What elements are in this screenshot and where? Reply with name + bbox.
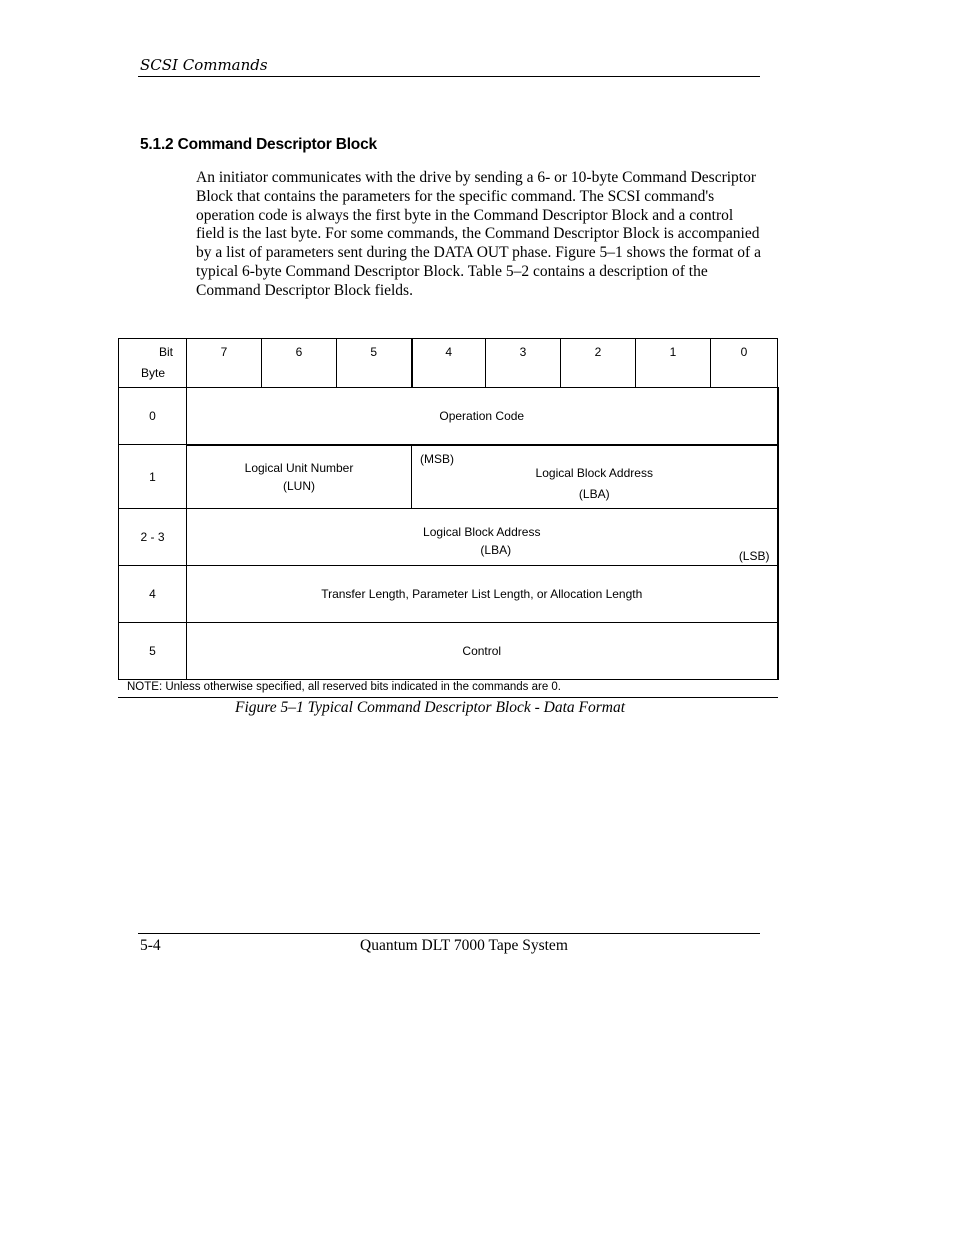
bit-7-header: 7 <box>187 339 262 388</box>
bit-1-header: 1 <box>636 339 711 388</box>
byte-5-row <box>119 623 778 680</box>
lba-field-lsb <box>187 509 778 566</box>
msb-marker: (MSB) <box>420 451 454 466</box>
byte-4-label: 4 <box>119 566 187 623</box>
byte-1-row <box>119 445 778 509</box>
footer-divider <box>138 933 760 934</box>
byte-0-label: 0 <box>119 388 187 445</box>
lba-field-msb <box>412 445 778 509</box>
bit-0-header: 0 <box>711 339 778 388</box>
lba-name-2: Logical Block Address <box>423 525 541 539</box>
lba-abbr-2: (LBA) <box>480 543 512 557</box>
bit-5-header: 5 <box>337 339 412 388</box>
note-divider <box>118 697 778 698</box>
lun-name: Logical Unit Number <box>244 460 354 475</box>
section-heading: 5.1.2 Command Descriptor Block <box>140 136 377 153</box>
running-header: SCSI Commands <box>140 56 268 74</box>
byte-0-row <box>119 388 778 445</box>
byte-label: Byte <box>141 366 166 380</box>
cdb-format-table <box>118 338 779 680</box>
lba-abbr: (LBA) <box>578 486 610 501</box>
control-field: Control <box>187 623 778 680</box>
operation-code-field: Operation Code <box>187 388 778 445</box>
byte-2-3-row <box>119 509 778 566</box>
bit-header-row <box>119 339 778 388</box>
lsb-marker: (LSB) <box>738 549 770 563</box>
byte-1-label: 1 <box>119 445 187 509</box>
transfer-length-field: Transfer Length, Parameter List Length, or Allocation Length <box>187 566 778 623</box>
bit-3-header: 3 <box>486 339 561 388</box>
figure-caption: Figure 5–1 Typical Command Descriptor Block - Data Format <box>235 699 626 716</box>
bit-2-header: 2 <box>561 339 636 388</box>
bit-label: Bit <box>158 345 173 359</box>
footer-title: Quantum DLT 7000 Tape System <box>360 937 568 954</box>
bit-4-header: 4 <box>412 339 486 388</box>
byte-4-row <box>119 566 778 623</box>
byte-5-label: 5 <box>119 623 187 680</box>
byte-2-3-label: 2 - 3 <box>119 509 187 566</box>
body-paragraph: An initiator communicates with the drive by sending a 6- or 10-byte Command Descriptor Block that contains the parameters for the specific command. The SCSI command's operation code is always the first byte in the Command Descriptor Block and a control field is the last byte. For some commands, the Command Descriptor Block is accompanied by a list of parameters sent during the DATA OUT phase. Figure 5–1 shows the format of a typical 6-byte Command Descriptor Block. Table 5–2 contains a description of the Command Descriptor Block fields. <box>196 169 761 299</box>
lun-field <box>187 445 412 509</box>
bit-6-header: 6 <box>262 339 337 388</box>
lun-abbr: (LUN) <box>283 478 315 493</box>
table-note: NOTE: Unless otherwise specified, all reserved bits indicated in the commands are 0. <box>127 681 562 693</box>
page-number: 5-4 <box>140 937 161 954</box>
header-divider <box>138 76 760 77</box>
bit-byte-corner-cell <box>119 339 187 388</box>
lba-name: Logical Block Address <box>535 465 653 480</box>
